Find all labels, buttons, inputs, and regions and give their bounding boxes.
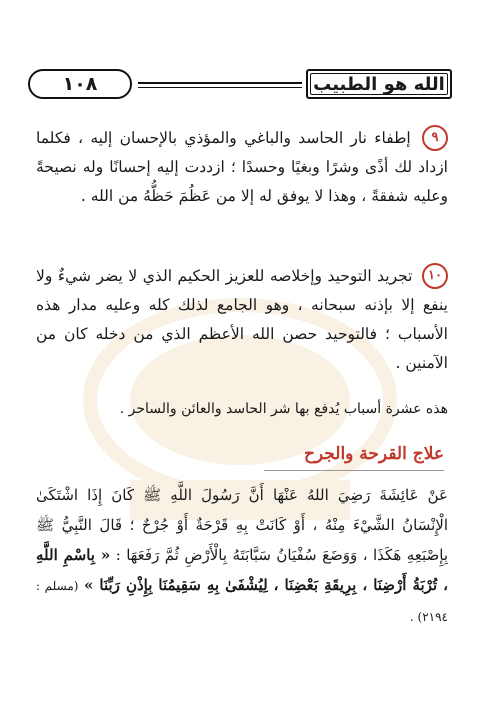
hadith-quote: « بِاسْمِ اللَّهِ ، تُرْبَةُ أَرْضِنَا ، بِرِيقَةِ بَعْضِنَا ، لِيُشْفَىٰ بِهِ سَقِيمُنَا بِإِذْنِ رَبِّنَا » [36,546,448,594]
book-title: الله هو الطبيب [313,73,445,95]
item-text: إطفاء نار الحاسد والباغي والمؤذي بالإحسان إليه ، فكلما ازداد لك أذًى وشرًا وبغيًا وحسدًا ؛ ازددت إليه إحسانًا وله نصيحةً وعليه شفقةً ، وهذا لا يوفق له إلا من عَظُمَ حَظُّهُ من الله . [36,129,448,205]
hadith-paragraph [36,480,448,632]
page-header [28,68,452,102]
book-title-frame [306,69,452,99]
section-heading: علاج القرحة والجرح [303,444,444,464]
header-divider-thin [138,87,302,88]
item-number-badge: ٩ [422,125,448,151]
page-number-badge [28,69,132,99]
header-divider [138,82,302,84]
hadith-reference: (مسلم : ٢١٩٤) . [36,579,448,624]
summary-line: هذه عشرة أسباب يُدفع بها شر الحاسد والعائن والساحر . [119,401,448,417]
page-number: ١٠٨ [62,73,98,95]
heading-underline [264,470,444,471]
hadith-intro: عَنْ عَائِشَةَ رَضِيَ اللهُ عَنْهَا أَنَّ رَسُولَ اللَّهِ ﷺ كَانَ إِذَا اشْتَكَىٰ الْإِنْسَانُ الشَّيْءَ مِنْهُ ، أَوْ كَانَتْ بِهِ قَرْحَةٌ أَوْ جُرْحٌ ؛ قَالَ النَّبِيُّ ﷺ بِإِصْبَعِهِ هَكَذَا ، وَوَضَعَ سُفْيَانُ سَبَّابَتَهُ بِالْأَرْضِ ثُمَّ رَفَعَهَا : [36,486,448,564]
list-item [36,124,448,211]
item-number-badge: ١٠ [422,263,448,289]
list-item [36,262,448,378]
item-text: تجريد التوحيد وإخلاصه للعزيز الحكيم الذي لا يضر شيءٌ ولا ينفع إلا بإذنه سبحانه ، وهو الجامع لذلك كله وعليه مدار هذه الأسباب ؛ فالتوحيد حصن الله الأعظم الذي من دخله كان من الآمنين . [36,267,448,372]
